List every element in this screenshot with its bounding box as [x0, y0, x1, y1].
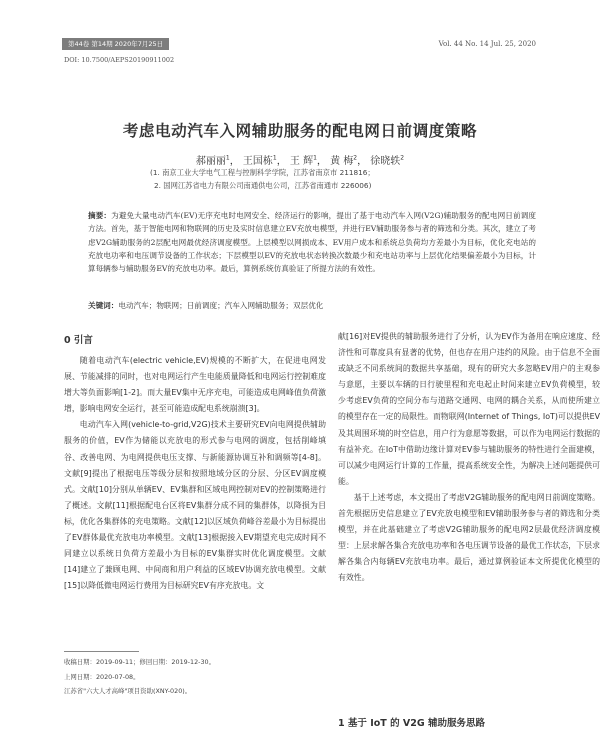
author: 黄 梅$^2$， [330, 154, 368, 167]
volume-info: Vol. 44 No. 14 Jul. 25, 2020 [438, 40, 536, 48]
paragraph: 随着电动汽车(electric vehicle,EV)规模的不断扩大，在促进电网发展、节能减排的同时，也对电网运行产生电能质量降低和电网运行控制难度增大等负面影响[1-2]。而大量EV集中无序充电，可能造成电网峰值负荷激增，影响电网安全运行，甚至可能造成配电系统崩溃[3]。 [64, 356, 326, 414]
keywords-text: 电动汽车；物联网；日前调度；汽车入网辅助服务；双层优化 [118, 301, 324, 310]
right-column [338, 329, 600, 587]
abstract-text: 为避免大量电动汽车(EV)无序充电时电网安全、经济运行的影响，提出了基于电动汽车入网(V2G)辅助服务的配电网日前调度方法。首先，基于智能电网和物联网的历史及实时信息建立EV充放电模型，并进行EV辅助服务参与者的筛选和分类。其次，建立了考虑V2G辅助服务的2层配电网最优经济调度模型。上层模型以网损成本、EV用户成本和系统总负荷均方差最小为目标，优化充电站的充放电功率和电压调节设备的工作状态；下层模型以EV的充放电状态转换次数最少和充电站功率与上层优化结果偏差最小为目标，计算每辆参与辅助服务EV的充放电功率。最后，算例系统仿真验证了所提方法的有效性。 [88, 211, 536, 274]
author: 王 辉$^1$， [289, 154, 327, 167]
author-list [0, 152, 600, 167]
section-heading-introduction: 0 引言 [64, 335, 93, 346]
abstract-label: 摘要： [88, 211, 112, 220]
keywords [88, 300, 536, 311]
footnotes [64, 655, 326, 699]
affiliation-2: 2. 国网江苏省电力有限公司南通供电公司，江苏省南通市 226006) [154, 181, 372, 190]
footnote-received-date: 收稿日期：2019-09-11；修回日期：2019-12-30。 [64, 658, 215, 666]
footnote-funding: 江苏省"六大人才高峰"项目资助(XNY-020)。 [64, 687, 192, 695]
affiliation-1: (1. 南京工业大学电气工程与控制科学学院，江苏省南京市 211816； [150, 168, 375, 177]
paper-title: 考虑电动汽车入网辅助服务的配电网日前调度策略 [122, 122, 478, 140]
paragraph: 基于上述考虑，本文提出了考虑V2G辅助服务的配电网日前调度策略。首先根据历史信息建立了EV充放电模型和EV辅助服务参与者的筛选和分类模型，并在此基础建立了考虑V2G辅助服务的配电网2层最优经济调度模型：上层求解各集合充放电功率和各电压调节设备的最优工作状态，下层求解各集合内每辆EV充放电功率。最后，通过算例验证本文所提优化模型的有效性。 [338, 492, 600, 583]
section-heading-iot-v2g: 1 基于 IoT 的 V2G 辅助服务思路 [338, 718, 485, 729]
author: 王国栋$^1$， [242, 154, 287, 167]
author: 郝丽丽$^1$， [195, 154, 240, 167]
paragraph: 献[16]对EV提供的辅助服务进行了分析，认为EV作为备用在响应速度、经济性和可靠度具有显著的优势，但也存在用户违约的风险。由于信息不全面或缺乏不同系统间的数据共享基础，现有的研究大多忽略EV用户的主观参与意愿，主要以车辆的日行驶里程和充电起止时间来建立EV负荷模型，较少考虑EV负荷的空间分布与道路交通网、电网的耦合关系，从而使所建立的模型存在一定的局限性。而物联网(Internet of Things, IoT)可以提供EV及其周围环境的时空信息，用户行为意愿等数据，可以作为电网运行数据的有益补充。在IoT中借助边缘计算对EV参与辅助服务的特性进行全面建模，可以减少电网运行计算的工作量，提高系统安全性，为解决上述问题提供可能。 [338, 332, 600, 486]
author: 徐晓轶$^2$ [370, 154, 405, 167]
abstract [88, 209, 536, 275]
paragraph: 电动汽车入网(vehicle-to-grid,V2G)技术主要研究EV向电网提供辅助服务的价值，EV作为储能以充放电的形式参与电网的调度，包括削峰填谷、改善电网、为电网提供电压支撑、与新能源协调互补和调频等[4-8]。文献[9]提出了根据电压等级分层和按照地域分区的分层、分区EV调度模式。文献[10]分别从单辆EV、EV集群和区域电网控制对EV的控制策略进行了概述。文献[11]根据配电台区将EV集群分成不同的集群体，以降损为目标，优化各集群体的充电策略。文献[12]以区域负荷峰谷差最小为目标提出了EV群体最优充放电功率模型。文献[13]根据接入EV期望充电完成时间不同建立以系统日负荷方差最小为目标的EV集群实时优化调度模型。文献[14]建立了兼顾电网、中间商和用户利益的区域EV协调充放电模型。文献[15]以降低微电网运行费用为目标研究EV有序充放电。文 [64, 420, 326, 591]
left-column [64, 353, 326, 594]
footnote-online-date: 上网日期：2020-07-08。 [64, 672, 140, 681]
journal-issue-badge: 第44卷 第14期 2020年7月25日 [62, 38, 169, 50]
doi[interactable]: DOI: 10.7500/AEPS20190911002 [64, 56, 175, 64]
footnote-divider [64, 651, 139, 652]
keywords-label: 关键词： [88, 301, 119, 310]
